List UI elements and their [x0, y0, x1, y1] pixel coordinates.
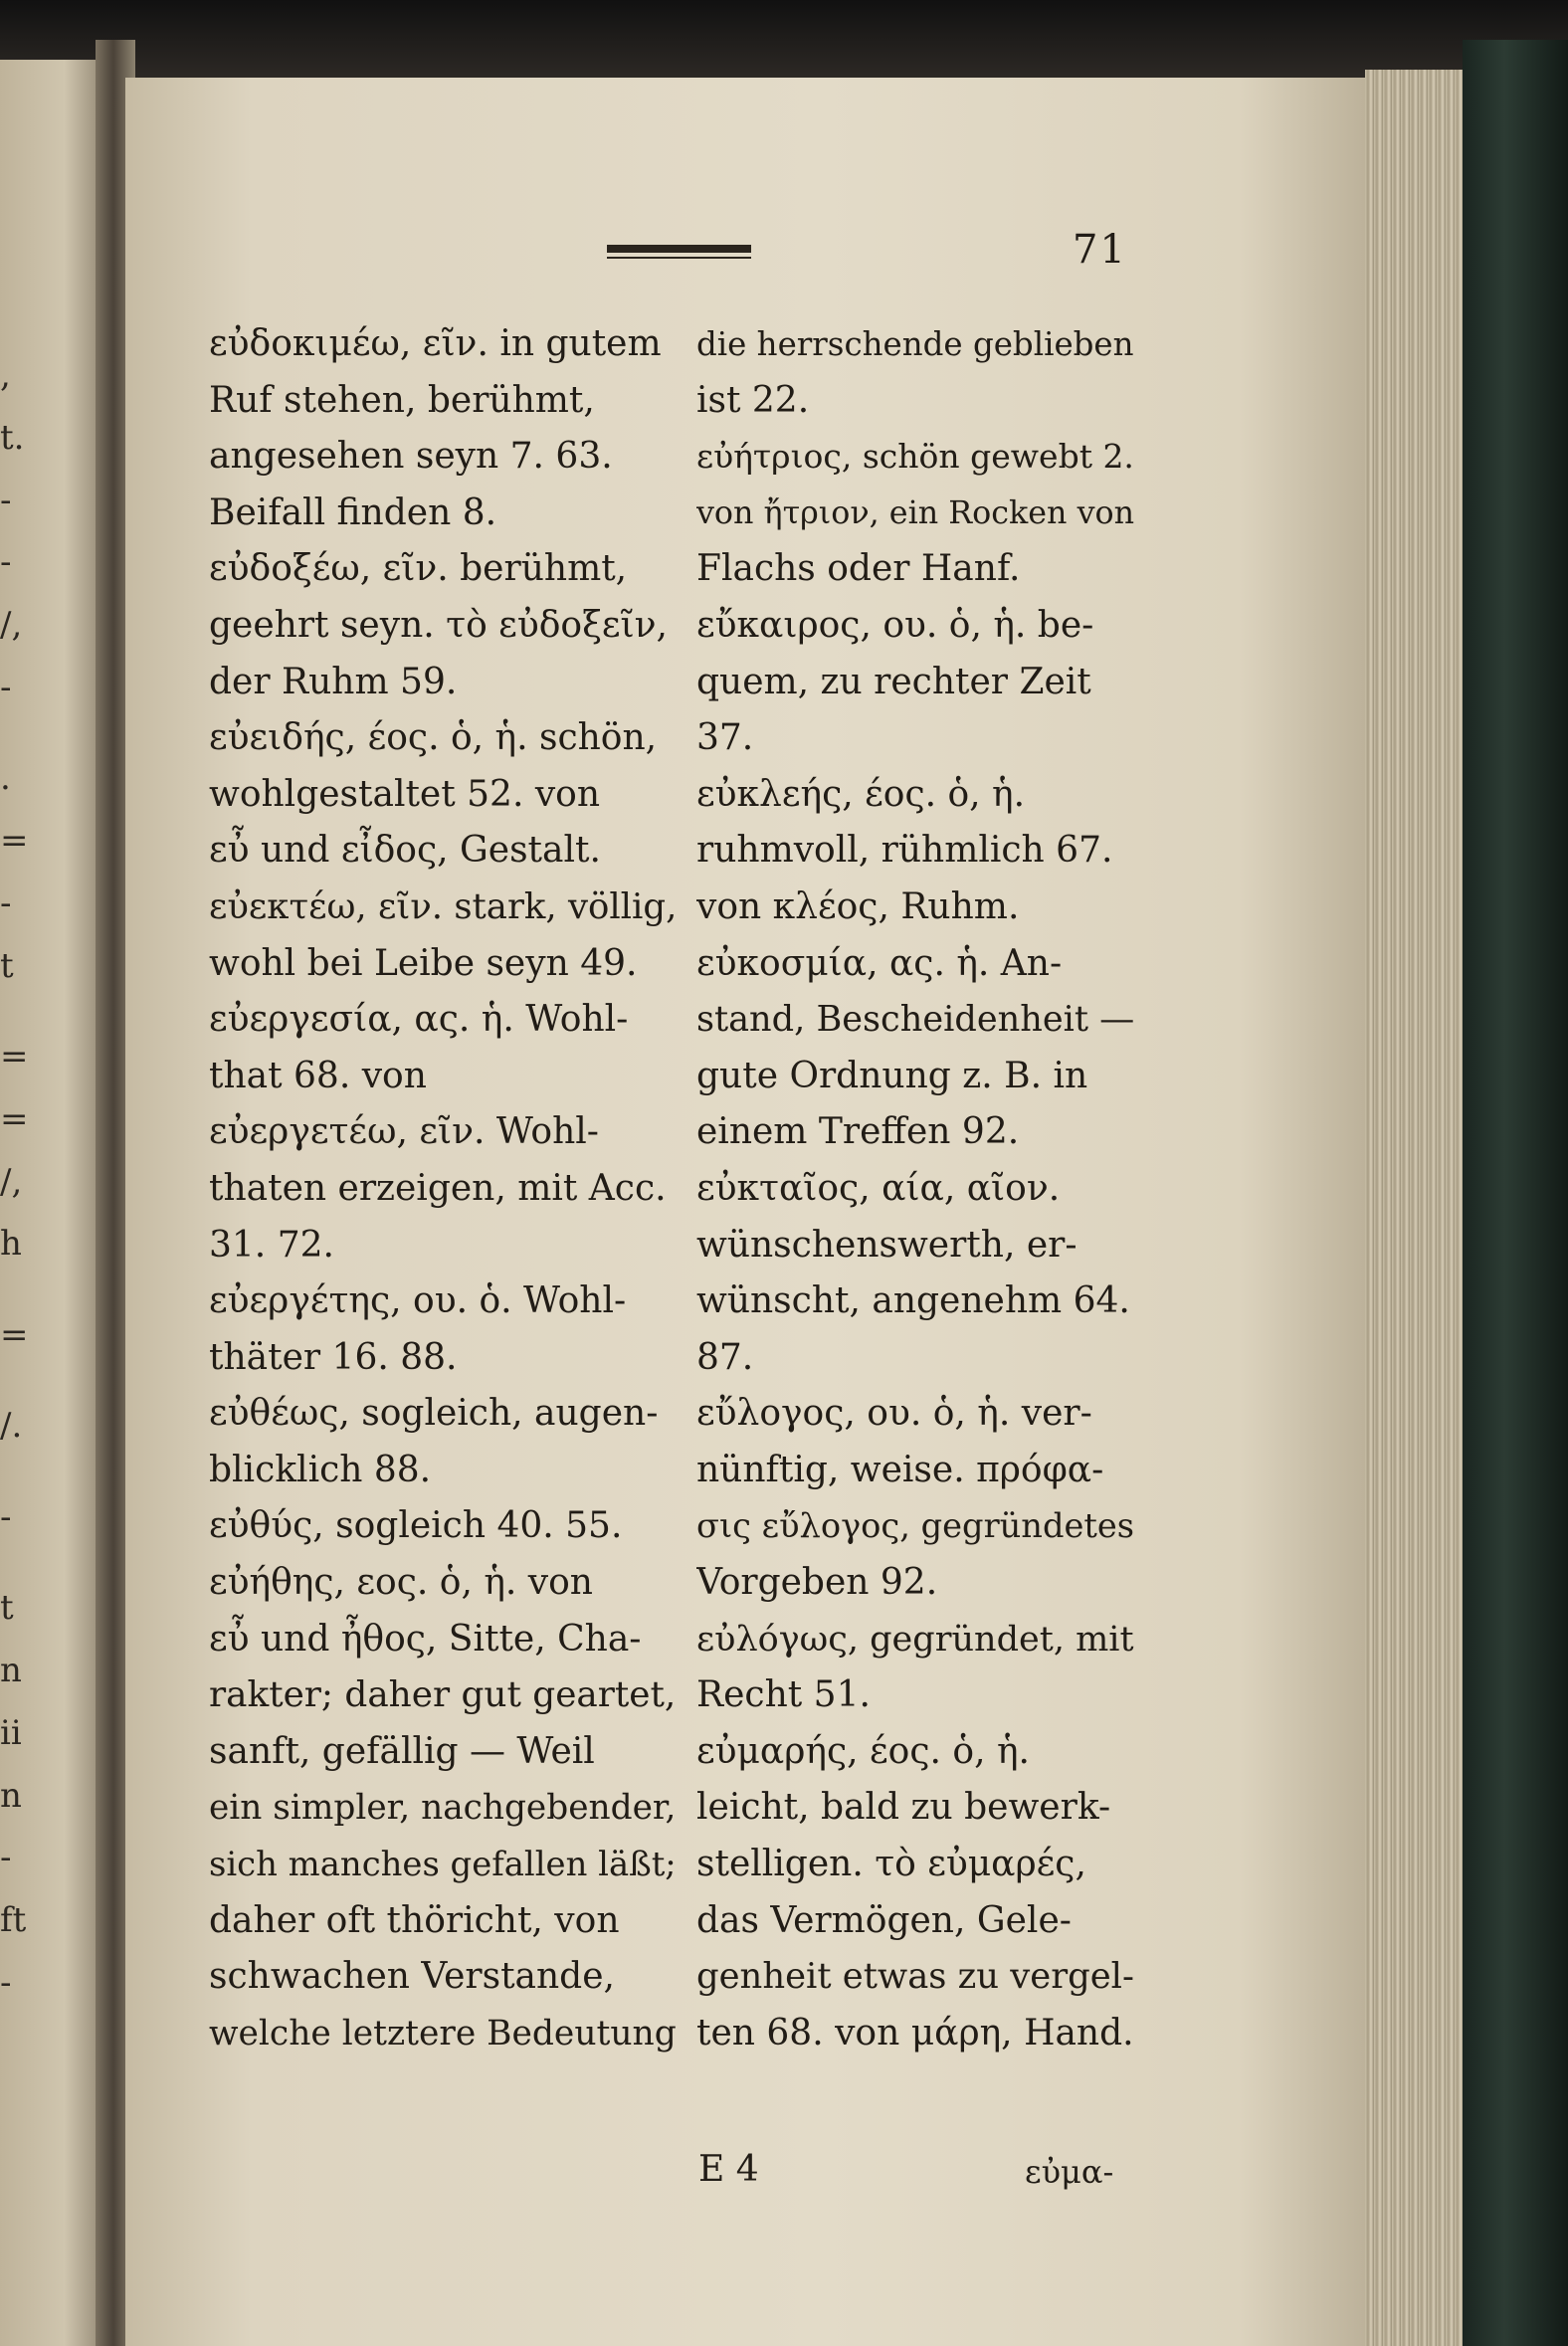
margin-glyph: ft	[0, 1900, 27, 1940]
text-line: daher oft thöricht, von	[209, 1899, 620, 1941]
catchword: εὐμα-	[1025, 2153, 1114, 2191]
margin-glyph: =	[0, 1314, 29, 1355]
text-line: εὐμαρής, έος. ὁ, ἡ.	[696, 1730, 1030, 1772]
margin-glyph: =	[0, 1037, 29, 1076]
margin-glyph: n	[0, 1651, 22, 1690]
text-line: quem, zu rechter Zeit	[696, 661, 1091, 702]
text-line: εὐθέως, sogleich, augen-	[209, 1393, 659, 1435]
margin-glyph: h	[0, 1224, 22, 1265]
text-line: von ἤτριον, ein Rocken von	[696, 494, 1134, 531]
text-line: sich manches gefallen läßt;	[209, 1845, 677, 1884]
text-line: εὐδοκιμέω, εῖν. in gutem	[209, 323, 662, 364]
margin-glyph: ii	[0, 1712, 22, 1753]
page-block-edges	[1365, 70, 1465, 2346]
text-line: das Vermögen, Gele-	[696, 1899, 1072, 1941]
margin-glyph: -	[0, 667, 12, 707]
text-line: εὐεργετέω, εῖν. Wohl-	[209, 1111, 599, 1153]
text-line: welche letztere Bedeutung	[209, 2013, 677, 2053]
margin-glyph: /,	[0, 605, 23, 645]
text-line: εὖ und ἦθος, Sitte, Cha-	[209, 1618, 642, 1660]
text-line: ten 68. von μάρη, Hand.	[696, 2012, 1134, 2053]
right-column	[696, 316, 1134, 2061]
text-line: εὐήθης, εος. ὁ, ἡ. von	[209, 1562, 593, 1604]
text-line: that 68. von	[209, 1055, 427, 1096]
text-line: εὐειδής, έος. ὁ, ἡ. schön,	[209, 717, 658, 759]
text-line: ruhmvoll, rühmlich 67.	[696, 830, 1113, 872]
header-rule	[607, 245, 751, 253]
text-line: εὔλογος, ου. ὁ, ἡ. ver-	[696, 1393, 1092, 1435]
margin-glyph: .	[0, 758, 11, 799]
margin-glyph: -	[0, 1962, 12, 2003]
text-line: schwachen Verstande,	[209, 1956, 615, 1998]
margin-glyph: -	[0, 1496, 12, 1537]
text-line: einem Treffen 92.	[696, 1111, 1020, 1153]
text-line: εὐδοξέω, εῖν. berühmt,	[209, 548, 628, 590]
text-line: nünftig, weise. πρόφα-	[696, 1449, 1104, 1490]
book-cover	[1463, 40, 1568, 2346]
text-line: εὖ und εἶδος, Gestalt.	[209, 830, 601, 872]
text-line: die herrschende geblieben	[696, 325, 1134, 363]
text-line: εὐλόγως, gegründet, mit	[696, 1618, 1134, 1660]
page-number: 71	[1073, 227, 1127, 273]
text-line: εὐήτριος, schön gewebt 2.	[696, 437, 1134, 477]
margin-glyph: t	[0, 945, 14, 986]
text-line: leicht, bald zu bewerk-	[696, 1787, 1111, 1829]
text-line: geehrt seyn. τὸ εὐδοξεῖν,	[209, 604, 668, 646]
text-line: gute Ordnung z. B. in	[696, 1055, 1088, 1096]
margin-glyph: -	[0, 1838, 12, 1878]
margin-glyph: ,	[0, 355, 11, 395]
margin-glyph: /.	[0, 1406, 23, 1447]
margin-glyph: t	[0, 1588, 14, 1629]
text-line: Flachs oder Hanf.	[696, 548, 1021, 590]
margin-glyph: -	[0, 542, 12, 583]
text-line: εὐεργέτης, ου. ὁ. Wohl-	[209, 1280, 627, 1322]
text-line: rakter; daher gut geartet,	[209, 1674, 677, 1716]
text-line: stelligen. τὸ εὐμαρές,	[696, 1844, 1086, 1885]
text-line: εὐθύς, sogleich 40. 55.	[209, 1505, 623, 1547]
text-line: stand, Bescheidenheit —	[696, 999, 1134, 1041]
margin-glyph: -	[0, 480, 12, 520]
text-line: thaten erzeigen, mit Acc.	[209, 1167, 667, 1209]
text-line: der Ruhm 59.	[209, 661, 458, 702]
margin-glyph: n	[0, 1775, 22, 1816]
text-line: 37.	[696, 717, 754, 759]
margin-glyph: =	[0, 1098, 29, 1139]
left-column	[209, 316, 677, 2061]
margin-glyph: =	[0, 821, 29, 861]
text-line: von κλέος, Ruhm.	[696, 885, 1020, 927]
text-line: 87.	[696, 1336, 754, 1378]
text-line: ein simpler, nachgebender,	[209, 1788, 677, 1829]
scan-background	[0, 0, 1568, 80]
text-line: εὐκοσμία, ας. ἡ. An-	[696, 942, 1063, 984]
text-line: Ruf stehen, berühmt,	[209, 379, 595, 421]
text-line: Beifall finden 8.	[209, 491, 497, 533]
text-line: wünscht, angenehm 64.	[696, 1280, 1130, 1322]
text-line: εὐκλεής, έος. ὁ, ἡ.	[696, 773, 1026, 815]
left-page-cut-text	[0, 355, 40, 2003]
margin-glyph: /,	[0, 1161, 23, 1202]
text-line: Recht 51.	[696, 1674, 871, 1716]
signature-mark: E 4	[698, 2149, 759, 2190]
text-line: σις εὔλογος, gegründetes	[696, 1506, 1134, 1546]
text-line: ist 22.	[696, 379, 810, 421]
text-line: thäter 16. 88.	[209, 1336, 458, 1378]
text-line: genheit etwas zu vergel-	[696, 1956, 1134, 1998]
left-page-edge	[0, 60, 107, 2346]
margin-glyph: t.	[0, 417, 25, 458]
text-line: Vorgeben 92.	[696, 1562, 938, 1604]
text-line: εὐεργεσία, ας. ἡ. Wohl-	[209, 999, 629, 1041]
text-line: wohl bei Leibe seyn 49.	[209, 942, 638, 984]
text-line: εὐεκτέω, εῖν. stark, völlig,	[209, 885, 677, 927]
text-line: blicklich 88.	[209, 1449, 432, 1490]
text-line: εὔκαιρος, ου. ὁ, ἡ. be-	[696, 604, 1094, 646]
text-line: sanft, gefällig — Weil	[209, 1730, 595, 1772]
text-line: angesehen seyn 7. 63.	[209, 436, 613, 478]
text-line: 31. 72.	[209, 1224, 334, 1266]
text-line: wohlgestaltet 52. von	[209, 773, 601, 815]
text-line: εὐκταῖος, αία, αῖον.	[696, 1167, 1061, 1209]
margin-glyph: -	[0, 882, 12, 923]
text-line: wünschenswerth, er-	[696, 1224, 1078, 1266]
